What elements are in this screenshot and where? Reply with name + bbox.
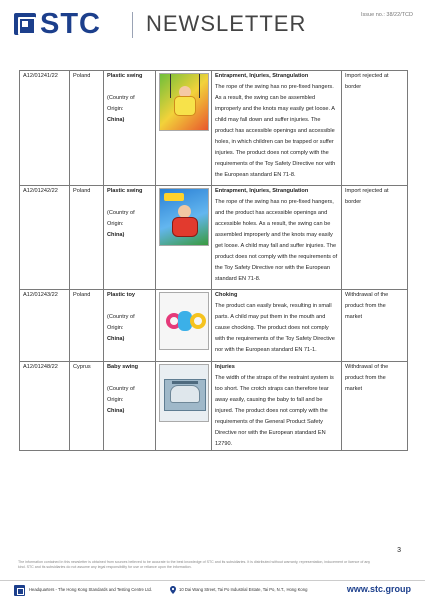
table-row [20,362,408,451]
risk-cell [212,362,342,451]
risk-cell [212,290,342,362]
image-cell [156,362,212,451]
product-name: Plastic toy [107,292,135,298]
newsletter-header [0,0,425,48]
risk-description: The product can easily break, resulting in small parts. A child may put them in the mouth and cause chocking. The product does not comply with the requirements of the Toy Safety Directive nor with the European standard EN 71-1. [215,303,335,353]
stc-logo-icon [14,13,36,35]
risk-cell [212,186,342,290]
origin-label: (Country of Origin: [107,386,135,403]
origin-value: China) [107,117,125,123]
origin-label: (Country of Origin: [107,95,135,112]
risk-description: The width of the straps of the restraint system is too short. The crotch straps can therefore tear away easily, causing the baby to fall and be injured. The product does not comply with the requirements of the General Product Safety Directive nor with the European standard EN 12790. [215,375,334,447]
image-cell [156,71,212,186]
plastic-toy-photo-icon [159,292,209,350]
page-number: 3 [397,547,401,554]
plastic-swing-photo-icon [159,73,209,131]
product-name: Plastic swing [107,73,143,79]
risk-title: Injuries [215,364,235,370]
plastic-swing-photo-icon [159,188,209,246]
image-cell [156,186,212,290]
reference-cell: A12/01241/22 [20,71,70,186]
table-row [20,71,408,186]
measure-cell: Withdrawal of the product from the market [342,362,408,451]
measure-cell: Import rejected at border [342,71,408,186]
baby-swing-photo-icon [159,364,209,422]
stc-logo-icon [14,585,25,596]
location-pin-icon [170,586,176,594]
product-cell [104,71,156,186]
page-footer [0,580,425,600]
risk-description: The rope of the swing has no pre-fixed hangers. As a result, the swing can be assembled improperly and the knots may easily get loose. A child may fall down and suffer injuries. The product has accessible openings and accessible holes, in which children can be trapped or suffer injuries. The product does not comply with the requirements of the Toy Safety Directive nor with the European standard EN 71-8. [215,84,336,178]
product-cell [104,290,156,362]
address-text: 10 Dai Wang Street, Tai Po Industrial Estate, Tai Po, N.T., Hong Kong [179,587,308,592]
risk-title: Entrapment, Injuries, Strangulation [215,188,309,194]
image-cell [156,290,212,362]
brand-name: STC [40,8,101,40]
origin-label: (Country of Origin: [107,314,135,331]
measure-cell: Withdrawal of the product from the market [342,290,408,362]
measure-cell: Import rejected at border [342,186,408,290]
product-cell [104,186,156,290]
origin-value: China) [107,232,125,238]
risk-title: Entrapment, Injuries, Strangulation [215,73,309,79]
risk-cell [212,71,342,186]
website-link[interactable]: www.stc.group [346,584,411,594]
header-divider [132,12,133,38]
headquarters-text: Headquarters - The Hong Kong Standards and Testing Centre Ltd. [29,587,152,592]
table-row [20,186,408,290]
country-cell: Cyprus [70,362,104,451]
country-cell: Poland [70,186,104,290]
risk-title: Choking [215,292,238,298]
reference-cell: A12/01242/22 [20,186,70,290]
reference-cell: A12/01243/22 [20,290,70,362]
product-name: Plastic swing [107,188,143,194]
table-row [20,290,408,362]
product-cell [104,362,156,451]
origin-label: (Country of Origin: [107,210,135,227]
country-cell: Poland [70,290,104,362]
origin-value: China) [107,408,125,414]
issue-number: Issue no.: 38/22/TCD [361,12,413,18]
risk-description: The rope of the swing has no pre-fixed hangers, and the product has accessible openings and accessible holes. As a result, the swing can be assembled improperly and the knots may easily get loose. A child may fall and suffer injuries. The product does not comply with the requirements of the Toy Safety Directive nor with the European standard EN 71-8. [215,199,338,282]
product-name: Baby swing [107,364,139,370]
newsletter-title: NEWSLETTER [146,11,307,36]
product-alert-table [19,70,408,451]
origin-value: China) [107,336,125,342]
disclaimer-text: The information contained in this newsletter is obtained from sources believed to be accurate to the best knowledge of STC and its subsidiaries. It is distributed without warranty, representation, inducement or licence of any kind. STC and its subsidiaries do not assume any legal responsibility for use or reliance upon the information. [18,560,371,569]
reference-cell: A12/01248/22 [20,362,70,451]
country-cell: Poland [70,71,104,186]
